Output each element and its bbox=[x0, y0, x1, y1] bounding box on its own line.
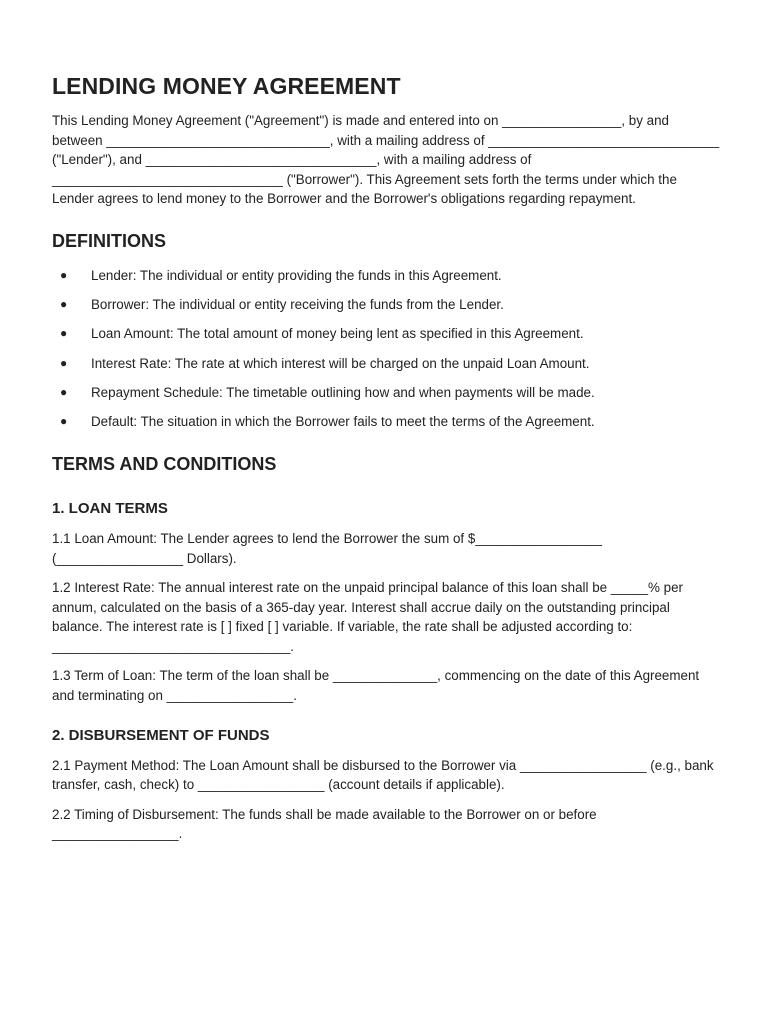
document-title: LENDING MONEY AGREEMENT bbox=[52, 73, 401, 99]
definitions-heading: DEFINITIONS bbox=[52, 230, 167, 251]
bullet-icon: ● bbox=[60, 413, 68, 428]
list-item bbox=[52, 266, 720, 285]
clause-1-3: 1.3 Term of Loan: The term of the loan shall be ______________, commencing on the date of this Agreement and terminating on _________________. bbox=[52, 668, 700, 704]
list-item bbox=[52, 412, 720, 431]
terms-heading: TERMS AND CONDITIONS bbox=[52, 453, 277, 474]
disbursement-heading: 2. DISBURSEMENT OF FUNDS bbox=[52, 726, 270, 744]
clause-2-2: 2.2 Timing of Disbursement: The funds shall be made available to the Borrower on or before _________________. bbox=[52, 806, 597, 842]
list-item bbox=[52, 383, 720, 402]
clause-1-1: 1.1 Loan Amount: The Lender agrees to lend the Borrower the sum of $_________________ (_________________ Dollars). bbox=[52, 530, 602, 566]
definition-text: Interest Rate: The rate at which interest will be charged on the unpaid Loan Amount. bbox=[91, 355, 590, 371]
bullet-icon: ● bbox=[60, 267, 68, 282]
intro-paragraph: This Lending Money Agreement ("Agreement") is made and entered into on ________________, by and between ______________________________, with a mailing address of _______________________________ ("Lender"), and _______________________________, with a mailing address of _______________________________ ("Borrower"). This Agreement sets forth the terms under which the Lender agrees to lend money to the Borrower and the Borrower's obligations regarding repayment. bbox=[52, 113, 720, 207]
bullet-icon: ● bbox=[60, 297, 68, 312]
definition-text: Loan Amount: The total amount of money being lent as specified in this Agreement. bbox=[91, 326, 584, 342]
bullet-icon: ● bbox=[60, 326, 68, 341]
list-item bbox=[52, 354, 720, 373]
list-item bbox=[52, 324, 720, 343]
clause-2-1: 2.1 Payment Method: The Loan Amount shall be disbursed to the Borrower via _________________ (e.g., bank transfer, cash, check) to _________________ (account details if applicable). bbox=[52, 757, 714, 793]
loan-terms-heading: 1. LOAN TERMS bbox=[52, 499, 168, 517]
document-page bbox=[52, 70, 720, 844]
definition-text: Default: The situation in which the Borrower fails to meet the terms of the Agreement. bbox=[91, 413, 595, 429]
bullet-icon: ● bbox=[60, 355, 68, 370]
definition-text: Borrower: The individual or entity receiving the funds from the Lender. bbox=[91, 297, 504, 313]
clause-1-2: 1.2 Interest Rate: The annual interest rate on the unpaid principal balance of this loan shall be _____% per annum, calculated on the basis of a 365-day year. Interest shall accrue daily on the outstanding principal balance. The interest rate is [ ] fixed [ ] variable. If variable, the rate shall be adjusted according to: ________________________________. bbox=[52, 580, 684, 654]
list-item bbox=[52, 295, 720, 314]
bullet-icon: ● bbox=[60, 384, 68, 399]
definition-text: Repayment Schedule: The timetable outlining how and when payments will be made. bbox=[91, 384, 595, 400]
definition-text: Lender: The individual or entity providing the funds in this Agreement. bbox=[91, 267, 502, 283]
definitions-list bbox=[52, 266, 720, 431]
